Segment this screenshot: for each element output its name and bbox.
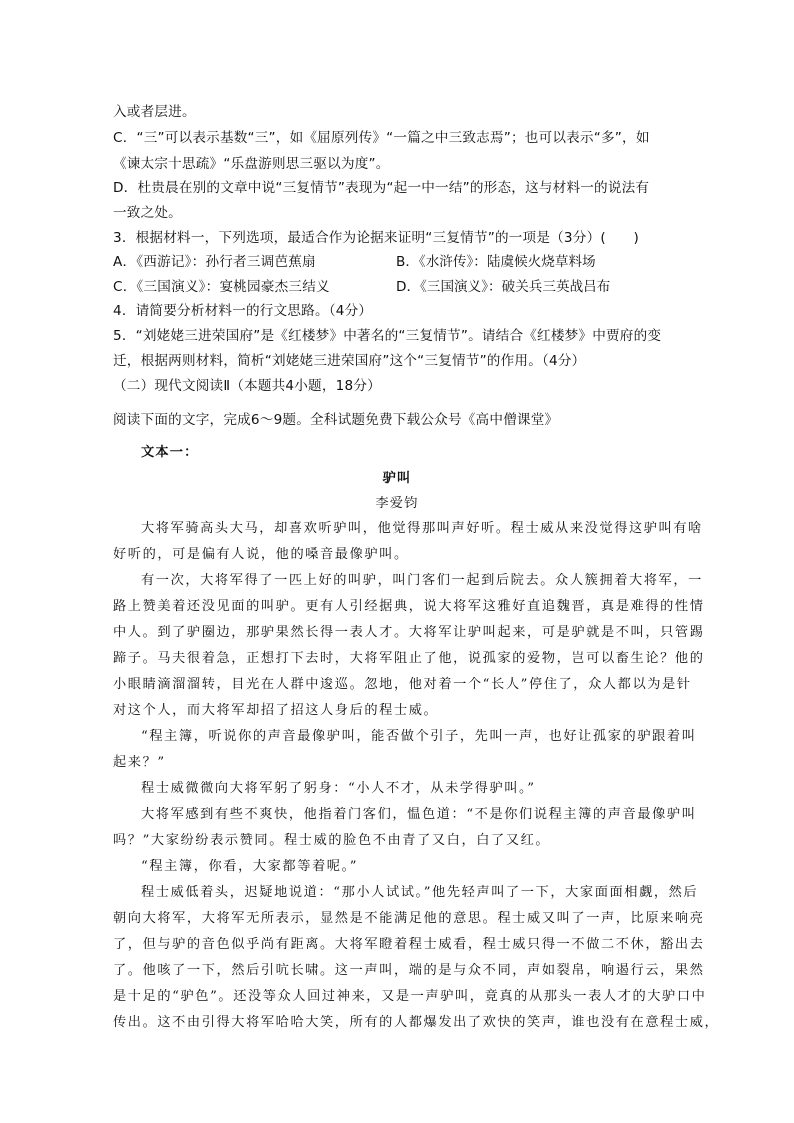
section-instruction: 阅读下面的文字，完成6～9题。全科试题免费下载公众号《高中僧课堂》 <box>113 412 559 428</box>
story-line: 好听的，可是偏有人说，他的嗓音最像驴叫。 <box>113 547 409 562</box>
section-heading: （二）现代文阅读Ⅱ（本题共4小题，18分） <box>113 378 381 394</box>
q2-option-c-line1: C．“三”可以表示基数“三”，如《屈原列传》“一篇之中三致志焉”；也可以表示“多”，如 <box>113 130 650 146</box>
q4-stem: 4．请简要分析材料一的行文思路。（4分） <box>113 303 373 319</box>
q3-option-b: B．《水浒传》：陆虞候火烧草料场 <box>396 254 596 270</box>
story-line: 中人。到了驴圈边，那驴果然长得一表人才。大将军让驴叫起来，可是驴就是不叫，只管踢 <box>113 625 705 640</box>
story-line: 路上赞美着还没见面的叫驴。更有人引经据典，说大将军这雅好直追魏晋，真是难得的性情 <box>113 599 705 614</box>
story-line: “程主簿，你看，大家都等着呢。” <box>141 859 359 874</box>
story-line: 对这个人，而大将军却招了招这人身后的程士威。 <box>113 703 439 718</box>
story-line: 小眼睛滴溜溜转，目光在人群中逡巡。忽地，他对着一个“长人”停住了，众人都以为是针 <box>113 677 692 692</box>
story-line: 是十足的“驴色”。还没等众人回过神来，又是一声驴叫，竟真的从那头一表人才的大驴口中 <box>113 989 707 1004</box>
q2-option-d-line2: 一致之处。 <box>113 205 182 221</box>
q2-option-d-line1: D．杜贵晨在别的文章中说“三复情节”表现为“起一中一结”的形态，这与材料一的说法有 <box>113 180 650 196</box>
q3-option-a: A．《西游记》：孙行者三调芭蕉扇 <box>113 254 316 270</box>
q2-option-b-tail: 入或者层进。 <box>113 104 196 120</box>
story-line: 程士威微微向大将军躬了躬身：“小人不才，从未学得驴叫。” <box>141 781 536 796</box>
story-line: 了，但与驴的音色似乎尚有距离。大将军瞪着程士威看，程士威只得一不做二不休，豁出去 <box>113 937 705 952</box>
story-line: 有一次，大将军得了一匹上好的叫驴，叫门客们一起到后院去。众人簇拥着大将军，一 <box>141 573 703 588</box>
q5-line2: 迁，根据两则材料，简析“刘姥姥三进荣国府”这个“三复情节”的作用。（4分） <box>113 353 586 369</box>
story-author: 李爱钧 <box>375 496 419 511</box>
story-line: 程士威低着头，迟疑地说道：“那小人试试。”他先轻声叫了一下，大家面面相觑，然后 <box>141 885 699 900</box>
story-line: 起来？” <box>113 755 166 770</box>
q5-line1: 5．“刘姥姥三进荣国府”是《红楼梦》中著名的“三复情节”。请结合《红楼梦》中贾府的变 <box>113 328 662 344</box>
story-line: 传出。这不由引得大将军哈哈大笑，所有的人都爆发出了欢快的笑声，谁也没有在意程士威， <box>113 1015 720 1030</box>
q3-option-c: C．《三国演义》：宴桃园豪杰三结义 <box>113 279 330 295</box>
story-title: 驴叫 <box>382 471 412 486</box>
story-line: “程主簿，听说你的声音最像驴叫，能否做个引子，先叫一声，也好让孤家的驴跟着叫 <box>141 729 697 744</box>
story-line: 蹄子。马夫很着急，正想打下去时，大将军阻止了他，说孤家的爱物，岂可以畜生论？他的 <box>113 651 705 666</box>
story-line: 吗？”大家纷纷表示赞同。程士威的脸色不由青了又白，白了又红。 <box>113 833 551 848</box>
q3-stem: 3．根据材料一，下列选项，最适合作为论据来证明“三复情节”的一项是（3分）( ) <box>113 230 639 246</box>
story-line: 大将军骑高头大马，却喜欢听驴叫，他觉得那叫声好听。程士威从来没觉得这驴叫有啥 <box>141 521 703 536</box>
q2-option-c-line2: 《谏太宗十思疏》“乐盘游则思三驱以为度”。 <box>113 156 390 172</box>
story-line: 了。他咳了一下，然后引吭长啸。这一声叫，端的是与众不同，声如裂帛，响遏行云，果然 <box>113 963 705 978</box>
story-line: 朝向大将军，大将军无所表示，显然是不能满足他的意思。程士威又叫了一声，比原来响亮 <box>113 911 705 926</box>
q3-option-d: D．《三国演义》：破关兵三英战吕布 <box>396 279 611 295</box>
story-line: 大将军感到有些不爽快，他指着门客们，愠色道：“不是你们说程主簿的声音最像驴叫 <box>141 807 697 822</box>
text-label: 文本一： <box>141 445 199 460</box>
